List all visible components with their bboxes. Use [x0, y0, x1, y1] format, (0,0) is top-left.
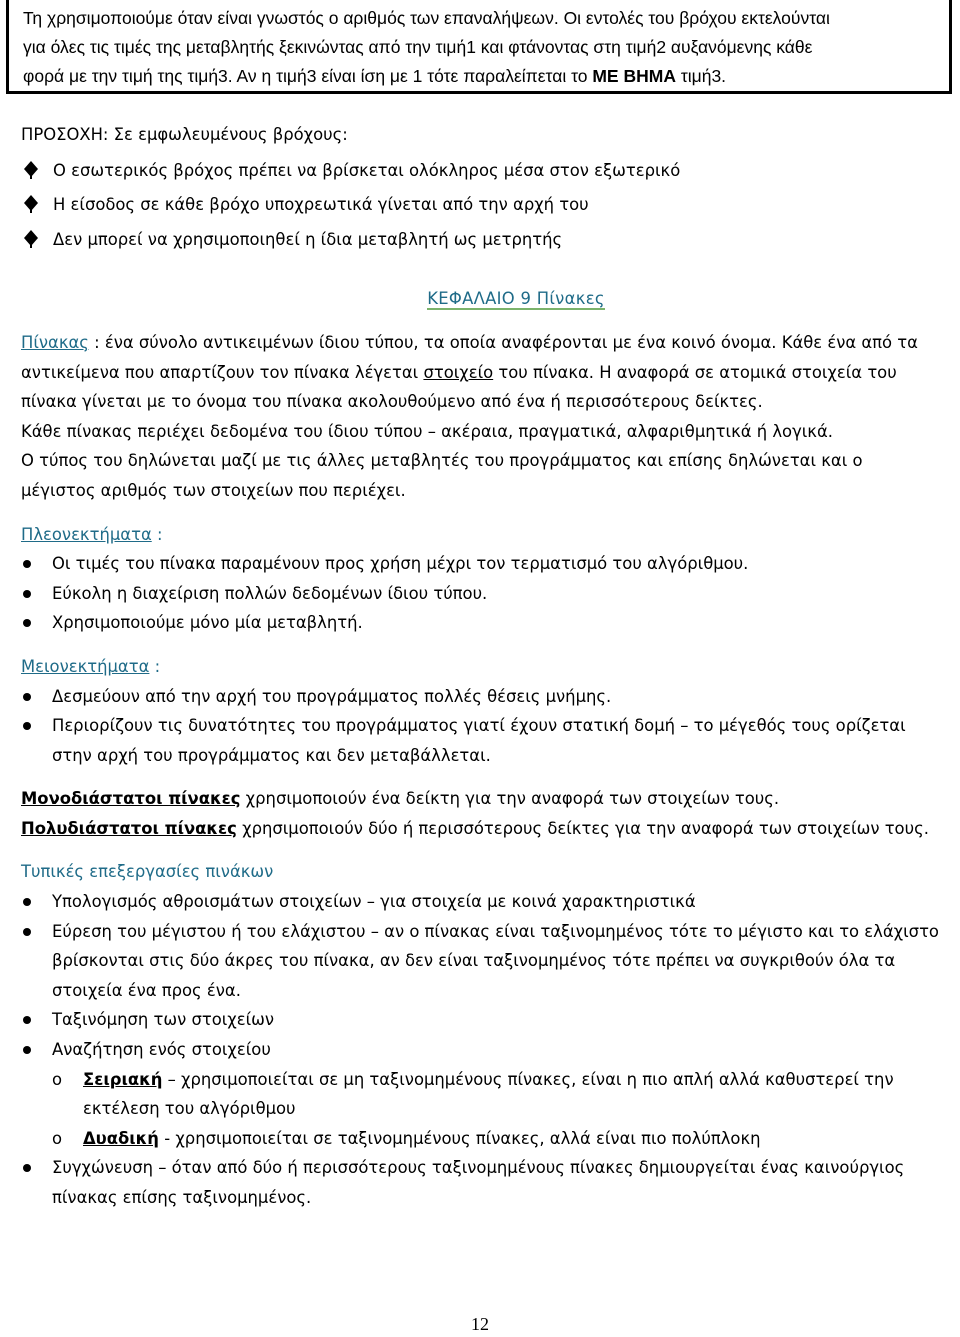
definition-paragraph: [21, 328, 941, 417]
box-line-2: για όλες τις τιμές της μεταβλητής ξεκινώντας από την τιμή1 και φτάνοντας στη τιμή2 αυξανόμενης κάθε: [23, 37, 813, 57]
box-line-3: [23, 62, 939, 91]
page-number: 12: [471, 1314, 489, 1334]
array-term: Πίνακας: [21, 332, 89, 352]
serial-search-term: Σειριακή: [83, 1069, 163, 1089]
disadvantages-colon: :: [149, 656, 161, 676]
advantages-heading: [21, 520, 941, 550]
chapter-title: ΚΕΦΑΛΑΙΟ 9 Πίνακες: [427, 289, 605, 309]
list-item: Περιορίζουν τις δυνατότητες του προγράμματος γιατί έχουν στατική δομή – το μέγεθός τους ορίζεται στην αρχή του προγράμματος και δεν μεταβάλλεται.: [21, 711, 941, 770]
box-line-3-end: τιμή3.: [675, 66, 727, 86]
list-item: Εύκολη η διαχείριση πολλών δεδομένων ίδιου τύπου.: [21, 579, 941, 609]
list-item: Αναζήτηση ενός στοιχείου: [21, 1035, 941, 1065]
list-item: Εύρεση του μέγιστου ή του ελάχιστου – αν ο πίνακας είναι ταξινομημένος τότε το μέγιστο και το ελάχιστο βρίσκονται στις δύο άκρες του πίνακα, αν δεν είναι ταξινομημένος τότε πρέπει να συγκριθούν όλα τα στοιχεία ένα προς ένα.: [21, 917, 941, 1006]
chapter-heading: [21, 284, 941, 314]
box-line-1: Τη χρησιμοποιούμε όταν είναι γνωστός ο αριθμός των επαναλήψεων. Οι εντολές του βρόχου εκτελούνται: [23, 8, 830, 28]
loop-description-box: [6, 0, 952, 94]
warning-item-text: Η είσοδος σε κάθε βρόχο υποχρεωτικά γίνεται από την αρχή του: [53, 195, 589, 215]
diamond-icon: [24, 161, 38, 179]
warning-title: ΠΡΟΣΟΧΗ: Σε εμφωλευμένους βρόχους:: [21, 125, 348, 144]
definition-text-2: του πίνακα. Η αναφορά σε ατομικά στοιχεία του πίνακα γίνεται με το όνομα του πίνακα ακολουθούμενο από ένα ή περισσότερους δείκτες.: [21, 362, 897, 412]
warning-item-text: Ο εσωτερικός βρόχος πρέπει να βρίσκεται ολόκληρος μέσα στον εξωτερικό: [53, 160, 681, 180]
sub-list-item: [21, 1124, 941, 1154]
step-keyword: ΜΕ ΒΗΜΑ: [592, 66, 676, 86]
merge-list: [21, 1153, 941, 1212]
advantages-list: [21, 549, 941, 638]
circle-bullet: o: [52, 1128, 63, 1148]
diamond-icon: [24, 195, 38, 213]
warning-item: [21, 190, 941, 220]
box-line-3-start: φορά με την τιμή της τιμή3. Αν η τιμή3 είναι ίση με 1 τότε παραλείπεται το: [23, 66, 593, 86]
one-dimensional-term: Μονοδιάστατοι πίνακες: [21, 789, 241, 809]
list-item: Χρησιμοποιούμε μόνο μία μεταβλητή.: [21, 608, 941, 638]
warning-item: [21, 156, 941, 186]
declaration-paragraph: Ο τύπος του δηλώνεται μαζί με τις άλλες μεταβλητές του προγράμματος και επίσης δηλώνεται και ο μέγιστος αριθμός των στοιχείων που περιέχει.: [21, 451, 863, 500]
one-dimensional-text: χρησιμοποιούν ένα δείκτη για την αναφορά των στοιχείων τους.: [240, 789, 780, 809]
circle-bullet: o: [52, 1069, 63, 1089]
page-content: [21, 120, 941, 1213]
diamond-icon: [24, 230, 38, 248]
binary-search-term: Δυαδική: [83, 1128, 159, 1148]
disadvantages-heading: [21, 652, 941, 682]
element-term: στοιχείο: [423, 362, 494, 382]
list-item: Οι τιμές του πίνακα παραμένουν προς χρήση μέχρι τον τερματισμό του αλγόριθμου.: [21, 549, 941, 579]
list-item: Υπολογισμός αθροισμάτων στοιχείων – για στοιχεία με κοινά χαρακτηριστικά: [21, 887, 941, 917]
binary-search-text: - χρησιμοποιείται σε ταξινομημένους πίνακες, αλλά είναι πιο πολύπλοκη: [158, 1128, 761, 1148]
definition-text-1: : ένα σύνολο αντικειμένων ίδιου τύπου, τα οποία αναφέρονται με ένα κοινό όνομα. Κάθε ένα από τα αντικείμενα που απαρτίζουν τον πίνακα λέγεται: [21, 332, 918, 382]
multi-dimensional-text: χρησιμοποιούν δύο ή περισσότερους δείκτες για την αναφορά των στοιχείων τους.: [236, 818, 929, 838]
warning-item-text: Δεν μπορεί να χρησιμοποιηθεί η ίδια μεταβλητή ως μετρητής: [53, 229, 563, 249]
disadvantages-list: [21, 682, 941, 771]
list-item: Συγχώνευση – όταν από δύο ή περισσότερους ταξινομημένους πίνακες δημιουργείται ένας καινούργιος πίνακας επίσης ταξινομημένος.: [21, 1153, 941, 1212]
search-methods-list: [21, 1065, 941, 1154]
list-item: Δεσμεύουν από την αρχή του προγράμματος πολλές θέσεις μνήμης.: [21, 682, 941, 712]
disadvantages-title: Μειονεκτήματα: [21, 656, 150, 676]
data-type-paragraph: Κάθε πίνακας περιέχει δεδομένα του ίδιου τύπου – ακέραια, πραγματικά, αλφαριθμητικά ή λογικά.: [21, 421, 833, 441]
one-dimensional-paragraph: [21, 784, 941, 814]
processing-list: [21, 887, 941, 1065]
list-item: Ταξινόμηση των στοιχείων: [21, 1005, 941, 1035]
advantages-title: Πλεονεκτήματα: [21, 524, 152, 544]
sub-list-item: [21, 1065, 941, 1124]
multi-dimensional-paragraph: [21, 814, 941, 844]
serial-search-text: – χρησιμοποιείται σε μη ταξινομημένους πίνακες, είναι η πιο απλή αλλά καθυστερεί την εκτέλεση του αλγόριθμου: [83, 1069, 894, 1119]
processing-heading: Τυπικές επεξεργασίες πινάκων: [21, 862, 274, 882]
advantages-colon: :: [151, 524, 163, 544]
multi-dimensional-term: Πολυδιάστατοι πίνακες: [21, 818, 237, 838]
warning-item: [21, 225, 941, 255]
